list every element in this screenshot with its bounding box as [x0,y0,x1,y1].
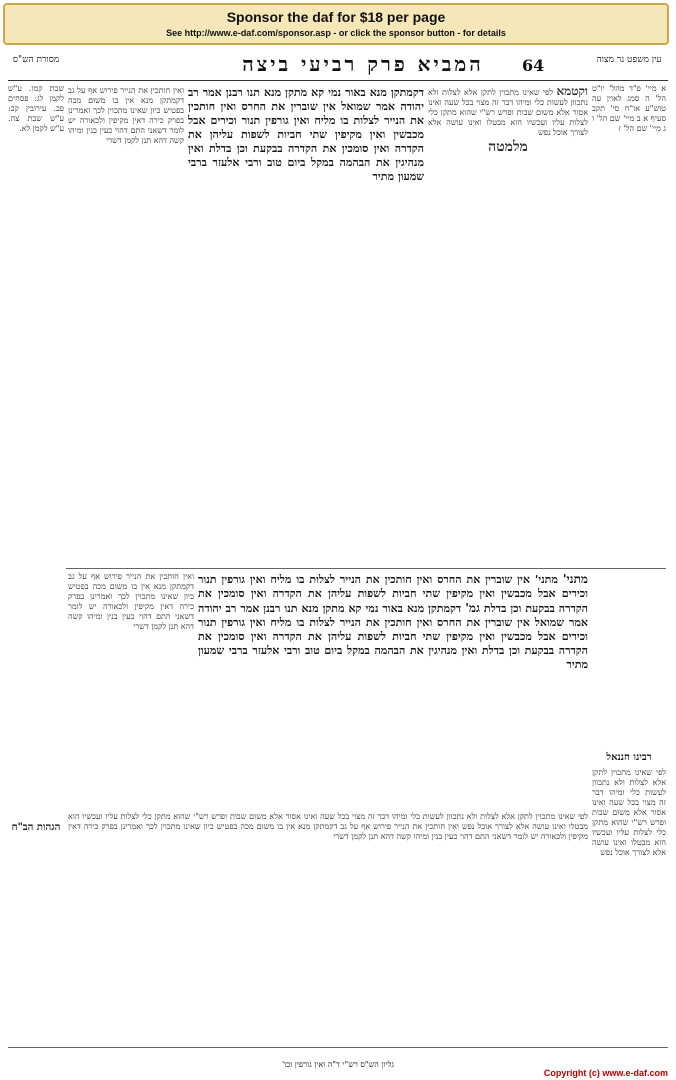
rabbeinu-chananel-column [592,768,666,1048]
rashi-text: לפי שאינו מתכוין לתקן אלא לצלות ולא נתכוון לעשות כלי ומיהו דבר זה מצוי בכל שעה ואינו אסור אלא משום שבות ופרש רש"י שהוא מתקן כלי לצלות עליו ועכשיו הוא מבטלו ואינו עושה אלא לצורך אוכל נפש [428,88,588,137]
rashi-column [428,86,588,556]
divider-middle [66,568,666,569]
tosafot-lower-text: ואין חותכין את הנייר פירוש אף על גב דקמתקן מנא אין בו משום מכה בפטיש כיון שאינו מתכוין לכך ואמרינן בפרק כירה דאין מקיפין ולכאורה יש לומר דשאני התם דהוי כעין בנין ומיהו קשה דהא תנן לקמן דשרי [68,572,194,631]
rabbeinu-chananel-label: רבינו חננאל [606,752,652,763]
talmud-page [8,52,668,1062]
gemara-lower-text: דקמתקן מנא באור נמי קא מתקן מנא תנו רבנן אמר רב יהודה אמר שמואל אין שוברין את החרס ואין חותכין את הנייר לצלות בו מליח ואין גורפין תנור וכירים אבל מכבשין ואין מקיפין שתי חביות לשפות עליהן את הקדרה ואין סומכין את הקדרה בבקעת וכן בדלת ואין מנהיגין את הבהמה במקל ביום טוב ורבי אלעזר ברבי שמעון מתיר [198,602,588,671]
gemara-word: גמ' [465,601,480,615]
rashi-opening-word: וקטמא [556,86,588,98]
page-number: 64 [522,56,545,75]
rashi-section-word: מלמטה [488,139,528,155]
tosafot-bottom-text: ואין חותכין את הנייר פירוש אף על גב דקמתקן מנא אין בו משום מכה בפטיש כיון שאינו מתכוין לכך ואמרינן בפרק כירה דאין מקיפין ולכאורה יש לומר דשאני התם דהוי כעין בנין ומיהו קשה דהא תנן לקמן דשרי [68,822,588,841]
tosafot-text: ואין חותכין את הנייר פירוש אף על גב דקמתקן מנא אין בו משום מכה בפטיש כיון שאינו מתכוין לכך ואמרינן בפרק כירה דאין מקיפין ולכאורה יש לומר דשאני התם דהוי כעין בנין ומיהו קשה דהא תנן לקמן דשרי [68,86,184,145]
divider-bottom [8,1047,668,1048]
gemara-text-block [188,86,424,566]
mishnah-word: מתני' [562,572,588,586]
sponsor-banner[interactable] [3,3,669,45]
page-header [8,52,668,81]
margin-right-column [592,84,666,564]
gilyon-hashas: גליון הש"ס רש"י ד"ה ואין גורפין וכו' [282,1060,394,1069]
margin-right-text: א מיי' פ"ד מהל' יו"ט הל' ה סמג לאוין עה טוש"ע או"ח סי' תקב סעיף א ב מיי' שם הל' ו ג מיי' שם הל' ז [592,84,666,133]
tosafot-column [68,86,184,566]
rashi-bottom-text: לפי שאינו מתכוין לתקן אלא לצלות ולא נתכוון לעשות כלי ומיהו דבר זה מצוי בכל שעה ואינו אסור אלא משום שבות ופרש רש"י שהוא מתקן כלי לצלות עליו ועכשיו הוא מבטלו ואינו עושה אלא לצורך אוכל נפש [68,812,588,831]
rashi-bottom-column [68,812,588,1042]
tosafot-lower-column [68,572,194,807]
mishnah-text: מתני' אין שוברין את החרס ואין חותכין את הנייר לצלות בו מליח ואין גורפין תנור וכירים אבל מכבשין ואין מקיפין שתי חביות לשפות עליהן את הקדרה ואין סומכין את הקדרה בבקעת וכן בדלת [198,573,588,615]
right-heading: עין משפט נר מצוה [596,55,662,65]
sponsor-title: Sponsor the daf for $18 per page [226,9,446,25]
gemara-text: דקמתקן מנא באור נמי קא מתקן מנא תנו רבנן אמר רב יהודה אמר שמואל אין שוברין את החרס ואין חותכין את הנייר לצלות בו מליח ואין גורפין תנור וכירים אבל מכבשין ואין מקיפין שתי חביות לשפות עליהן את הקדרה ואין סומכין את הקדרה בבקעת וכן בדלת ואין מנהיגין את הבהמה במקל ביום טוב ורבי אלעזר ברבי שמעון מתיר [188,86,424,183]
mishnah-gemara-lower [198,572,588,807]
left-heading: מסורת הש"ס [12,55,60,65]
sponsor-subtitle[interactable]: See http://www.e-daf.com/sponsor.asp - or click the sponsor button - for details [166,28,506,38]
copyright[interactable]: Copyright (c) www.e-daf.com [543,1068,668,1078]
margin-left-text: שבת קמו. ע"ש לקמן לג: פסחים פב. עירובין קב: ע"ש שבת צה. ע"ש לקמן לא. [8,84,64,133]
rabbeinu-chananel-text: לפי שאינו מתכוין לתקן אלא לצלות ולא נתכוון לעשות כלי ומיהו דבר זה מצוי בכל שעה ואינו אסור אלא משום שבות ופרש רש"י שהוא מתקן כלי לצלות עליו ועכשיו הוא מבטלו ואינו עושה אלא לצורך אוכל נפש [592,768,666,857]
margin-left-column [8,84,64,564]
hagahot-label: הגהות הב"ח [11,822,61,833]
tractate-title: המביא פרק רביעי ביצה [242,52,484,76]
